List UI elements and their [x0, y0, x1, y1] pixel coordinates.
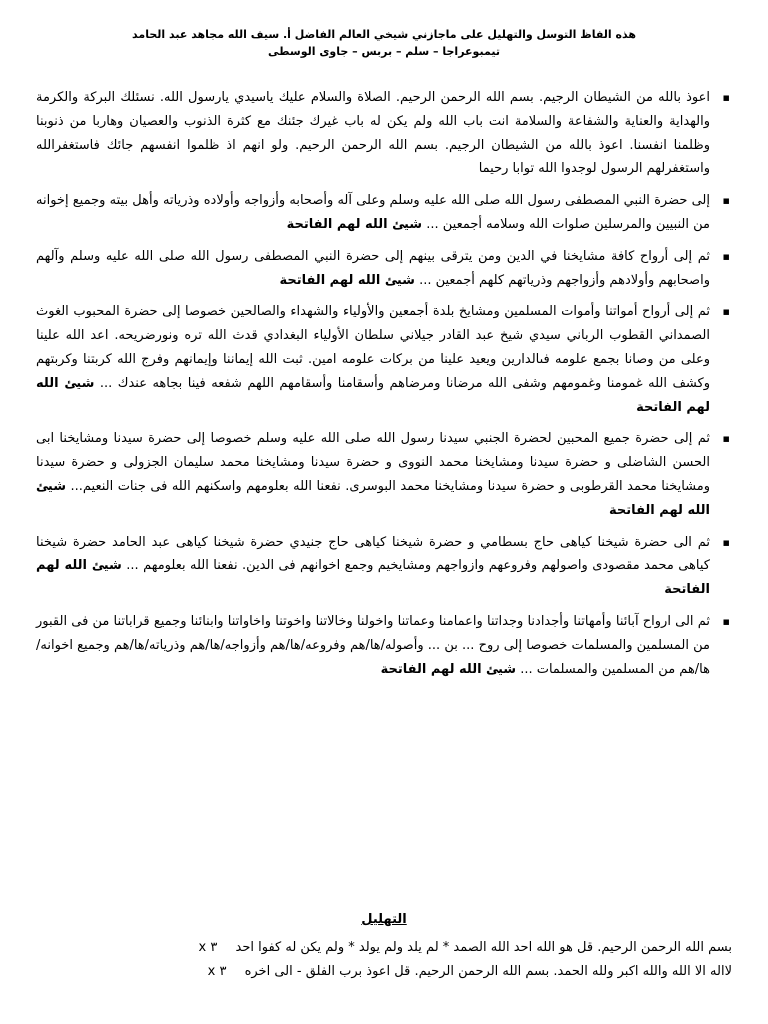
tawassul-item	[36, 427, 732, 522]
fatiha-phrase: شيئ الله لهم الفاتحة	[36, 375, 710, 415]
item-text: ثم إلى أرواح كافة مشايخنا في الدين ومن يترقى بينهم إلى حضرة النبي المصطفى رسول الله صلى الله عليه وسلم وآلهم واصحابهم وأولادهم وأزواجهم وذرياتهم كلهم أجمعين ...	[36, 248, 710, 288]
fatiha-phrase: شيئ الله لهم الفاتحة	[279, 272, 415, 288]
item-text: ثم الى حضرة شيخنا كياهى حاج بسطامي و حضرة شيخنا كياهى حاج جنيدي حضرة شيخنا كياهى عبد الحامد حضرة شيخنا كياهى محمد مقصودى واصولهم وفروعهم وازواجهم ومشايخيم وجمع اخوانهم فى الدين. نفعنا الله بعلومهم ...	[36, 534, 710, 574]
tawassul-item	[36, 610, 732, 681]
tahlil-text: بسم الله الرحمن الرحيم. قل هو الله احد الله الصمد * لم يلد ولم يولد * ولم يكن له كفوا احد	[235, 940, 732, 955]
tahlil-title: التهليل	[361, 912, 407, 927]
tawassul-list	[36, 86, 732, 681]
fatiha-phrase: شيئ الله لهم الفاتحة	[36, 478, 710, 518]
fatiha-phrase: شيئ الله لهم الفاتحة	[380, 661, 517, 677]
fatiha-phrase: شيئ الله لهم الفاتحة	[36, 558, 710, 598]
header-title-line: هذه الفاظ التوسل والتهليل على ماجازني شيخي العالم الفاضل أ. سيف الله مجاهد عبد الحامد	[132, 28, 636, 41]
tahlil-line	[0, 936, 768, 960]
repeat-count: ٣ x	[207, 964, 227, 979]
item-text: اعوذ بالله من الشيطان الرجيم. بسم الله الرحمن الرحيم. الصلاة والسلام عليك ياسيدي يارسول الله. نسئلك البركة والكرمة والهداية والعناية والشفاعة والسلامة انت باب الله ولم يكن له باب غيرك جئنك مع كثرة الذنوب والعصيان وهاربا من ذنوبنا وظلمنا انفسنا. اعوذ بالله من الشيطان الرجيم. بسم الله الرحمن الرحيم. ولو انهم اذ ظلموا انفسهم جائك فاستغفرالله واستغفرلهم الرسول لوجدوا الله توابا رحيما	[36, 90, 710, 177]
tawassul-item	[36, 300, 732, 419]
tawassul-item	[36, 189, 732, 237]
tahlil-section	[0, 912, 768, 984]
item-text: ثم الى ارواح آبائنا وأمهاتنا وأجدادنا وجداتنا واعمامنا وعماتنا واخولنا وخالاتنا واخوتنا واخاواتنا وابنائنا وجميع قراباتنا من فى القبور من المسلمين والمسلمات خصوصا إلى روح ... بن ... وأصوله/ها/هم وفروعه/ها/هم وأزواجه/ها/هم وذرياته/ها/هم وجميع اخوانه/ها/هم من المسلمين والمسلمات ...	[36, 613, 710, 677]
document-header	[36, 26, 732, 60]
tawassul-item	[36, 86, 732, 181]
tawassul-item	[36, 531, 732, 602]
repeat-count: ٣ x	[198, 940, 218, 955]
item-text: ثم إلى أرواح أمواتنا وأموات المسلمين ومشايخ بلدة أجمعين والأولياء والشهداء والصالحين خصوصا إلى حضرة المحبوب الغوث الصمداني القطوب الرباني سيدي شيخ عبد القادر جيلاني سلطان الأولياء البغدادي قدث الله تره ونورضريحه. اعد الله علينا وعلى من وصانا بجمع علومه فىالدارين ويعيد علينا من بركات علومه امين. ثبت الله إيماننا وإيمانهم وفرج الله كربتنا وكربتهم وكشف الله غمومنا وغمومهم وشفى الله مرضانا ومرضاهم وأسقامنا وأسقامهم اللهم شفعه فينا بجاهه عندك ...	[36, 304, 710, 391]
tawassul-item	[36, 245, 732, 293]
header-location-line: تيمبوعراجا – سلم – بربس – جاوى الوسطى	[268, 45, 500, 58]
item-text: إلى حضرة النبي المصطفى رسول الله صلى الله عليه وسلم وعلى آله وأصحابه وأزواجه وأولاده وذرياته وأهل بيته وجميع إخوانه من النبيين والمرسلين صلوات الله وسلامه أجمعين ...	[36, 193, 710, 232]
tahlil-text: لااله الا الله والله اكبر ولله الحمد. بسم الله الرحمن الرحيم. قل اعوذ برب الفلق - الى اخره	[244, 964, 732, 979]
item-text: ثم إلى حضرة جميع المحبين لحضرة الجنبي سيدنا رسول الله صلى الله عليه وسلم خصوصا إلى حضرة سيدنا ومشايخنا ابى الحسن الشاضلى و حضرة سيدنا ومشايخنا محمد النووى و حضرة سيدنا ومشايخنا محمد سليمان الجزولى و حضرة سيدنا ومشايخنا محمد القرطوبى و حضرة سيدنا ومشايخنا محمد البوسرى. نفعنا الله بعلومهم واسكنهم الله فى جنات النعيم...	[36, 431, 710, 494]
tahlil-line	[0, 960, 768, 984]
fatiha-phrase: شيئ الله لهم الفاتحة	[286, 216, 423, 232]
